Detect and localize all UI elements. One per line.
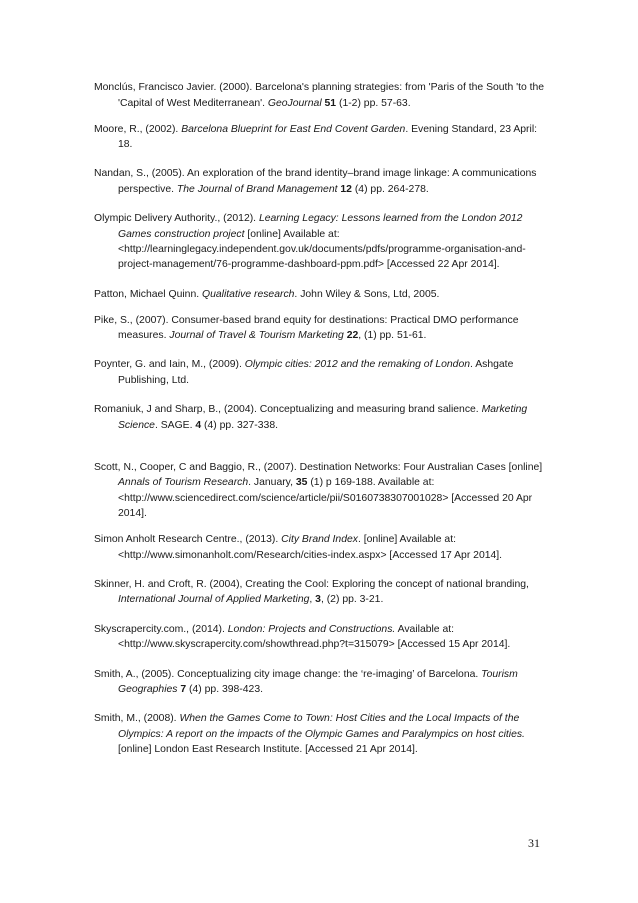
reference-italic-text: Qualitative research	[202, 288, 295, 300]
reference-entry	[94, 622, 550, 653]
reference-italic-text: Journal of Travel & Tourism Marketing	[169, 330, 344, 342]
reference-text: Available at: <http://www.skyscrapercity.com/showthread.php?t=315079> [Accessed 15 Apr 2014].	[118, 623, 511, 651]
reference-text: . [online] Available at: <http://www.simonanholt.com/Research/cities-index.aspx> [Accessed 17 Apr 2014].	[118, 534, 503, 561]
reference-entry	[94, 211, 550, 273]
reference-text: (4) pp. 264-278.	[351, 183, 429, 195]
reference-text: Patton, Michael Quinn.	[94, 288, 203, 300]
reference-text: (1-2) pp. 57-63.	[336, 97, 411, 109]
reference-text: Olympic Delivery Authority., (2012).	[94, 213, 259, 225]
reference-text: Pike, S., (2007). Consumer-based brand equity for destinations: Practical DMO performance measures.	[94, 314, 519, 342]
reference-text: , (2) pp. 3-21.	[320, 594, 384, 606]
reference-text: Skinner, H. and Croft, R. (2004), Creating the Cool: Exploring the concept of national branding,	[94, 578, 529, 590]
reference-entry	[94, 402, 550, 433]
reference-text: . Ashgate Publishing, Ltd.	[118, 359, 514, 386]
reference-text: Poynter, G. and Iain, M., (2009).	[94, 359, 245, 371]
reference-italic-text: International Journal of Applied Marketing	[118, 594, 310, 606]
reference-text: Smith, A., (2005). Conceptualizing city image change: the ‘re-imaging’ of Barcelona.	[94, 668, 482, 680]
reference-italic-text: GeoJournal	[267, 97, 322, 109]
reference-bold-text: 4	[195, 419, 202, 431]
reference-text: (4) pp. 327-338.	[201, 419, 278, 431]
reference-bold-text: 12	[340, 183, 352, 195]
reference-text: [online] Available at: <http://learninglegacy.independent.gov.uk/documents/pdfs/programme-organisation-and-project-management/76-programme-dashboard-ppm.pdf> [Accessed 22 Apr 2014].	[118, 228, 526, 271]
reference-text: . Evening Standard, 23 April: 18.	[118, 123, 538, 150]
page-number: 31	[528, 836, 540, 850]
reference-bold-text: 35	[295, 477, 308, 489]
reference-entry	[94, 357, 550, 388]
reference-italic-text: Tourism Geographies	[118, 668, 518, 695]
reference-entry	[94, 80, 550, 111]
reference-text: Moore, R., (2002).	[94, 123, 182, 135]
reference-text: , (1) pp. 51-61.	[358, 330, 427, 342]
reference-bold-text: 7	[180, 683, 187, 695]
reference-italic-text: London: Projects and Constructions.	[227, 623, 396, 635]
reference-entry	[94, 122, 550, 153]
reference-bold-text: 3	[315, 594, 321, 606]
reference-text: Smith, M., (2008).	[94, 713, 180, 725]
reference-entry	[94, 166, 550, 197]
reference-text: Scott, N., Cooper, C and Baggio, R., (2007). Destination Networks: Four Australian Cases [online]	[94, 462, 543, 474]
reference-text: (4) pp. 398-423.	[186, 683, 263, 695]
reference-italic-text: Marketing Science	[118, 404, 528, 431]
reference-entry	[94, 532, 550, 563]
reference-text: . John Wiley & Sons, Ltd, 2005.	[294, 288, 440, 300]
reference-text: Nandan, S., (2005). An exploration of the brand identity–brand image linkage: A communications perspective.	[94, 168, 537, 195]
reference-italic-text: When the Games Come to Town: Host Cities and the Local Impacts of the Olympics: A report on the impacts of the Olympic Games and Paralympics on host cities.	[118, 713, 525, 740]
reference-text: (1) p 169-188. Available at: <http://www.sciencedirect.com/science/article/pii/S0160738307001028> [Accessed 20 Apr 2014].	[118, 477, 533, 520]
reference-entry	[94, 711, 550, 757]
reference-italic-text: Barcelona Blueprint for East End Covent Garden	[181, 123, 406, 135]
reference-text: Romaniuk, J and Sharp, B., (2004). Conceptualizing and measuring brand salience.	[94, 404, 482, 416]
reference-text: ,	[309, 594, 316, 606]
reference-text: . SAGE.	[154, 419, 196, 431]
reference-text: Skyscrapercity.com., (2014).	[94, 623, 228, 635]
reference-italic-text: The Journal of Brand Management	[176, 183, 338, 195]
reference-list	[94, 70, 550, 766]
reference-text: Simon Anholt Research Centre., (2013).	[94, 534, 282, 546]
reference-entry	[94, 577, 550, 608]
reference-entry	[94, 667, 550, 698]
reference-text: Monclús, Francisco Javier. (2000). Barcelona's planning strategies: from 'Paris of the South 'to the 'Capital of West Mediterranean'.	[94, 82, 545, 109]
reference-text: . January,	[248, 477, 296, 489]
reference-entry	[94, 287, 550, 302]
reference-text: [online] London East Research Institute. [Accessed 21 Apr 2014].	[118, 744, 418, 756]
reference-italic-text: City Brand Index	[281, 534, 358, 546]
reference-italic-text: Olympic cities: 2012 and the remaking of London	[244, 359, 471, 371]
reference-entry	[94, 313, 550, 344]
reference-italic-text: Learning Legacy: Lessons learned from the London 2012 Games construction project	[118, 213, 523, 240]
reference-italic-text: Annals of Tourism Research	[118, 477, 249, 489]
reference-bold-text: 22	[346, 330, 359, 342]
reference-bold-text: 51	[324, 97, 337, 109]
reference-entry	[94, 460, 550, 522]
